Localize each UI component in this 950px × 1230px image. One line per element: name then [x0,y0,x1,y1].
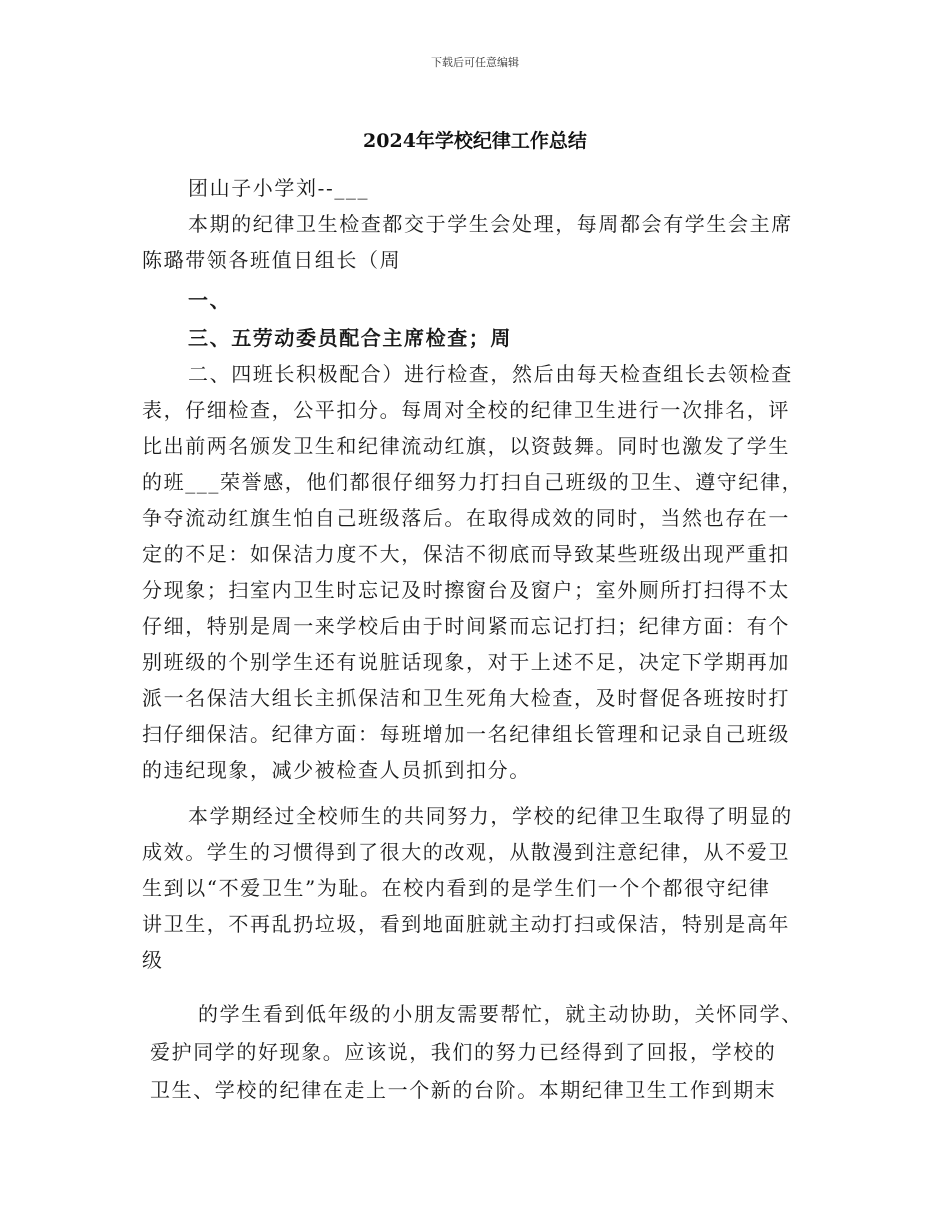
paragraph-line: 别班级的个别学生还有说脏话现象，对于上述不足，决定下学期再加 [142,650,790,674]
paragraph-line: 分现象；扫室内卫生时忘记及时擦窗台及窗户；室外厕所打扫得不太 [142,578,790,602]
paragraph-line: 扫仔细保洁。纪律方面：每班增加一名纪律组长管理和记录自己班级 [142,722,790,746]
paragraph-line: 表，仔细检查，公平扣分。每周对全校的纪律卫生进行一次排名，评 [142,398,790,422]
paragraph-line: 本学期经过全校师生的共同努力，学校的纪律卫生取得了明显的 [188,804,793,828]
paragraph-line: 讲卫生，不再乱扔垃圾，看到地面脏就主动打扫或保洁，特别是高年 [142,912,790,936]
paragraph-line: 三、五劳动委员配合主席检查；周 [188,326,512,350]
paragraph-line: 比出前两名颁发卫生和纪律流动红旗，以资鼓舞。同时也激发了学生 [142,434,790,458]
paragraph-line: 的学生看到低年级的小朋友需要帮忙，就主动协助，关怀同学、 [198,1002,803,1026]
paragraph-line: 的班___荣誉感，他们都很仔细努力打扫自己班级的卫生、遵守纪律， [142,470,804,494]
paragraph-line: 成效。学生的习惯得到了很大的改观，从散漫到注意纪律，从不爱卫 [142,840,790,864]
paragraph-line: 陈璐带领各班值日组长（周 [142,248,402,272]
paragraph-line: 爱护同学的好现象。应该说，我们的努力已经得到了回报，学校的 [150,1040,777,1064]
paragraph-line: 二、四班长积极配合）进行检查，然后由每天检查组长去领检查 [188,362,793,386]
paragraph-line: 仔细，特别是周一来学校后由于时间紧而忘记打扫；纪律方面：有个 [142,614,790,638]
document-title: 2024年学校纪律工作总结 [363,130,587,152]
paragraph-line: 的违纪现象，减少被检查人员抓到扣分。 [142,758,531,782]
paragraph-line: 级 [142,948,164,972]
paragraph-line: 本期的纪律卫生检查都交于学生会处理，每周都会有学生会主席 [188,212,793,236]
header-note: 下载后可任意编辑 [431,56,519,69]
paragraph-line: 定的不足：如保洁力度不大，保洁不彻底而导致某些班级出现严重扣 [142,542,790,566]
paragraph-line: 生到以“不爱卫生”为耻。在校内看到的是学生们一个个都很守纪律 [142,876,771,900]
paragraph-line: 争夺流动红旗生怕自己班级落后。在取得成效的同时，当然也存在一 [142,506,790,530]
paragraph-line: 派一名保洁大组长主抓保洁和卫生死角大检查，及时督促各班按时打 [142,686,790,710]
paragraph-line: 一、 [188,288,232,312]
author-line: 团山子小学刘--___ [188,176,370,200]
paragraph-line: 卫生、学校的纪律在走上一个新的台阶。本期纪律卫生工作到期末 [150,1078,777,1102]
